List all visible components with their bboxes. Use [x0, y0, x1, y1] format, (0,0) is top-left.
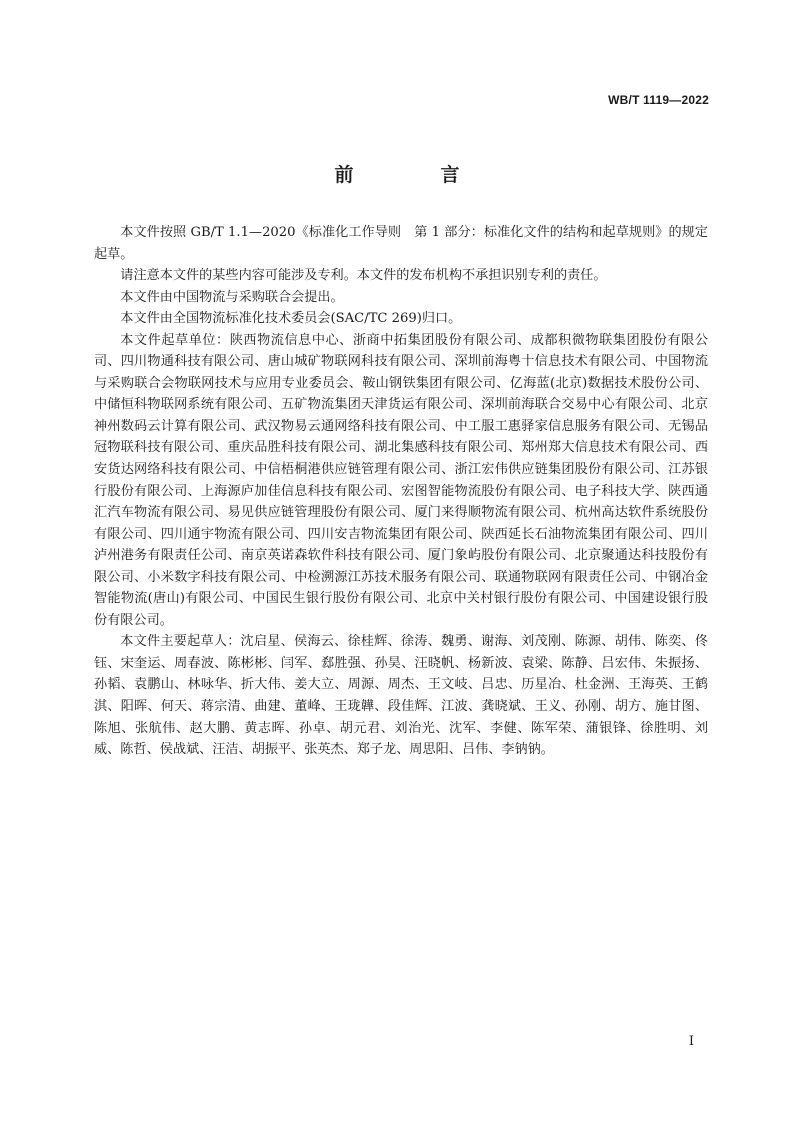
standard-code: WB/T 1119—2022 — [608, 93, 709, 107]
paragraph-proposer: 本文件由中国物流与采购联合会提出。 — [120, 289, 344, 305]
paragraph-committee: 本文件由全国物流标准化技术委员会(SAC/TC 269)归口。 — [120, 311, 462, 327]
foreword-body — [94, 222, 708, 761]
paragraph-patent-notice: 请注意本文件的某些内容可能涉及专利。本文件的发布机构不承担识别专利的责任。 — [120, 268, 607, 284]
paragraph-drafting-units: 本文件起草单位：陕西物流信息中心、浙商中拓集团股份有限公司、成都积微物联集团股份有限公司、四川物通科技有限公司、唐山城矿物联网科技有限公司、深圳前海粤十信息技术有限公司、中国物流与采购联合会物联网技术与应用专业委员会、鞍山钢铁集团有限公司、亿海蓝(北京)数据技术股份公司、中储恒科物联网系统有限公司、五矿物流集团天津货运有限公司、深圳前海联合交易中心有限公司、北京神州数码云计算有限公司、武汉物易云通网络科技有限公司、中工服工惠驿家信息服务有限公司、无锡品冠物联科技有限公司、重庆品胜科技有限公司、湖北集感科技有限公司、郑州郑大信息技术有限公司、西安货达网络科技有限公司、中信梧桐港供应链管理有限公司、浙江宏伟供应链集团股份有限公司、江苏银行股份有限公司、上海源庐加佳信息科技有限公司、宏图智能物流股份有限公司、电子科技大学、陕西通汇汽车物流有限公司、易见供应链管理股份有限公司、厦门来得顺物流有限公司、杭州高达软件系统股份有限公司、四川通宇物流有限公司、四川安吉物流集团有限公司、陕西延长石油物流集团有限公司、四川泸州港务有限责任公司、南京英诺森软件科技有限公司、厦门象屿股份有限公司、北京聚通达科技股份有限公司、小米数字科技有限公司、中检溯源江苏技术服务有限公司、联通物联网有限责任公司、中钢冶金智能物流(唐山)有限公司、中国民生银行股份有限公司、北京中关村银行股份有限公司、中国建设银行股份有限公司。 — [94, 332, 708, 628]
paragraph-drafters: 本文件主要起草人：沈启星、侯海云、徐桂辉、徐涛、魏勇、谢海、刘茂刚、陈源、胡伟、陈奕、佟钰、宋奎运、周春波、陈彬彬、闫军、郄胜强、孙昊、汪晓帆、杨新波、袁梁、陈静、吕宏伟、朱振扬、孙韬、袁鹏山、林咏华、折大伟、姜大立、周源、周杰、王文岐、吕忠、历星冶、杜金洲、王海英、王鹤淇、阳晖、何天、蒋宗清、曲建、董峰、王珑韡、段佳辉、江波、龚晓斌、王义、孙刚、胡方、施甘图、陈旭、张航伟、赵大鹏、黄志晖、孙卓、胡元君、刘治光、沈军、李健、陈军荣、蒲银锋、徐胜明、刘威、陈哲、侯战斌、汪洁、胡振平、张英杰、郑子龙、周思阳、吕伟、李钠钠。 — [94, 634, 708, 758]
page-title: 前 言 — [334, 164, 494, 186]
paragraph-drafting-rules: 本文件按照 GB/T 1.1—2020《标准化工作导则 第 1 部分：标准化文件的结构和起草规则》的规定起草。 — [94, 225, 708, 262]
page-number: I — [688, 1034, 694, 1049]
